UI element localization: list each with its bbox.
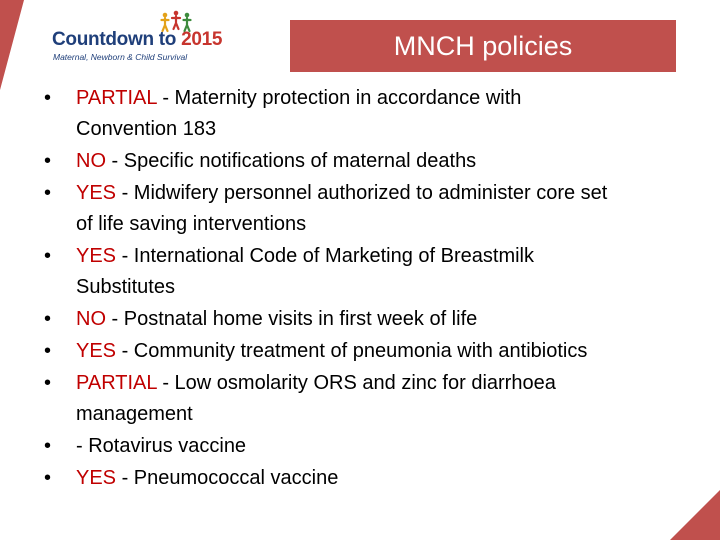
policy-status: YES [76,245,117,267]
policy-text-continued: Substitutes [76,276,175,298]
policy-item [20,145,710,177]
countdown-logo [52,10,222,72]
policy-item [20,367,710,430]
policy-status: PARTIAL [76,372,157,394]
policy-text: - Low osmolarity ORS and zinc for diarrhoea [156,372,556,394]
bullet-icon: • [44,150,52,172]
policy-status: YES [76,340,117,362]
policy-status: YES [76,467,117,489]
logo-wordmark: Countdown to 2015 [52,29,223,50]
policy-text: - Community treatment of pneumonia with antibiotics [116,340,588,362]
policy-text: - Midwifery personnel authorized to administer core set [116,182,608,204]
bullet-icon: • [44,308,52,330]
policy-text: - Postnatal home visits in first week of life [106,308,478,330]
bullet-icon: • [44,182,52,204]
policy-text-continued: Convention 183 [76,118,217,140]
policy-item [20,82,710,145]
policy-item [20,177,710,240]
policy-text-continued: management [76,403,193,425]
policy-status: NO [76,308,106,330]
logo-subtitle: Maternal, Newborn & Child Survival [53,52,188,62]
policy-item [20,335,710,367]
policy-text: - Maternity protection in accordance with [156,87,522,109]
policy-text: - Specific notifications of maternal deaths [106,150,477,172]
policy-text-continued: of life saving interventions [76,213,307,235]
policy-item [20,462,710,494]
policy-text: - International Code of Marketing of Breastmilk [116,245,534,267]
bullet-icon: • [44,340,52,362]
bullet-icon: • [44,372,52,394]
page-title: MNCH policies [393,30,573,61]
policy-item [20,430,710,462]
policy-item [20,303,710,335]
policy-status: NO [76,150,106,172]
bullet-icon: • [44,435,52,457]
policy-text: - Pneumococcal vaccine [116,467,339,489]
policy-item [20,240,710,303]
bullet-icon: • [44,467,52,489]
bullet-icon: • [44,87,52,109]
bullet-icon: • [44,245,52,267]
policy-text: - Rotavirus vaccine [76,435,247,457]
policy-list [20,82,710,494]
policy-status: PARTIAL [76,87,157,109]
policy-status: YES [76,182,117,204]
title-banner [290,20,676,72]
